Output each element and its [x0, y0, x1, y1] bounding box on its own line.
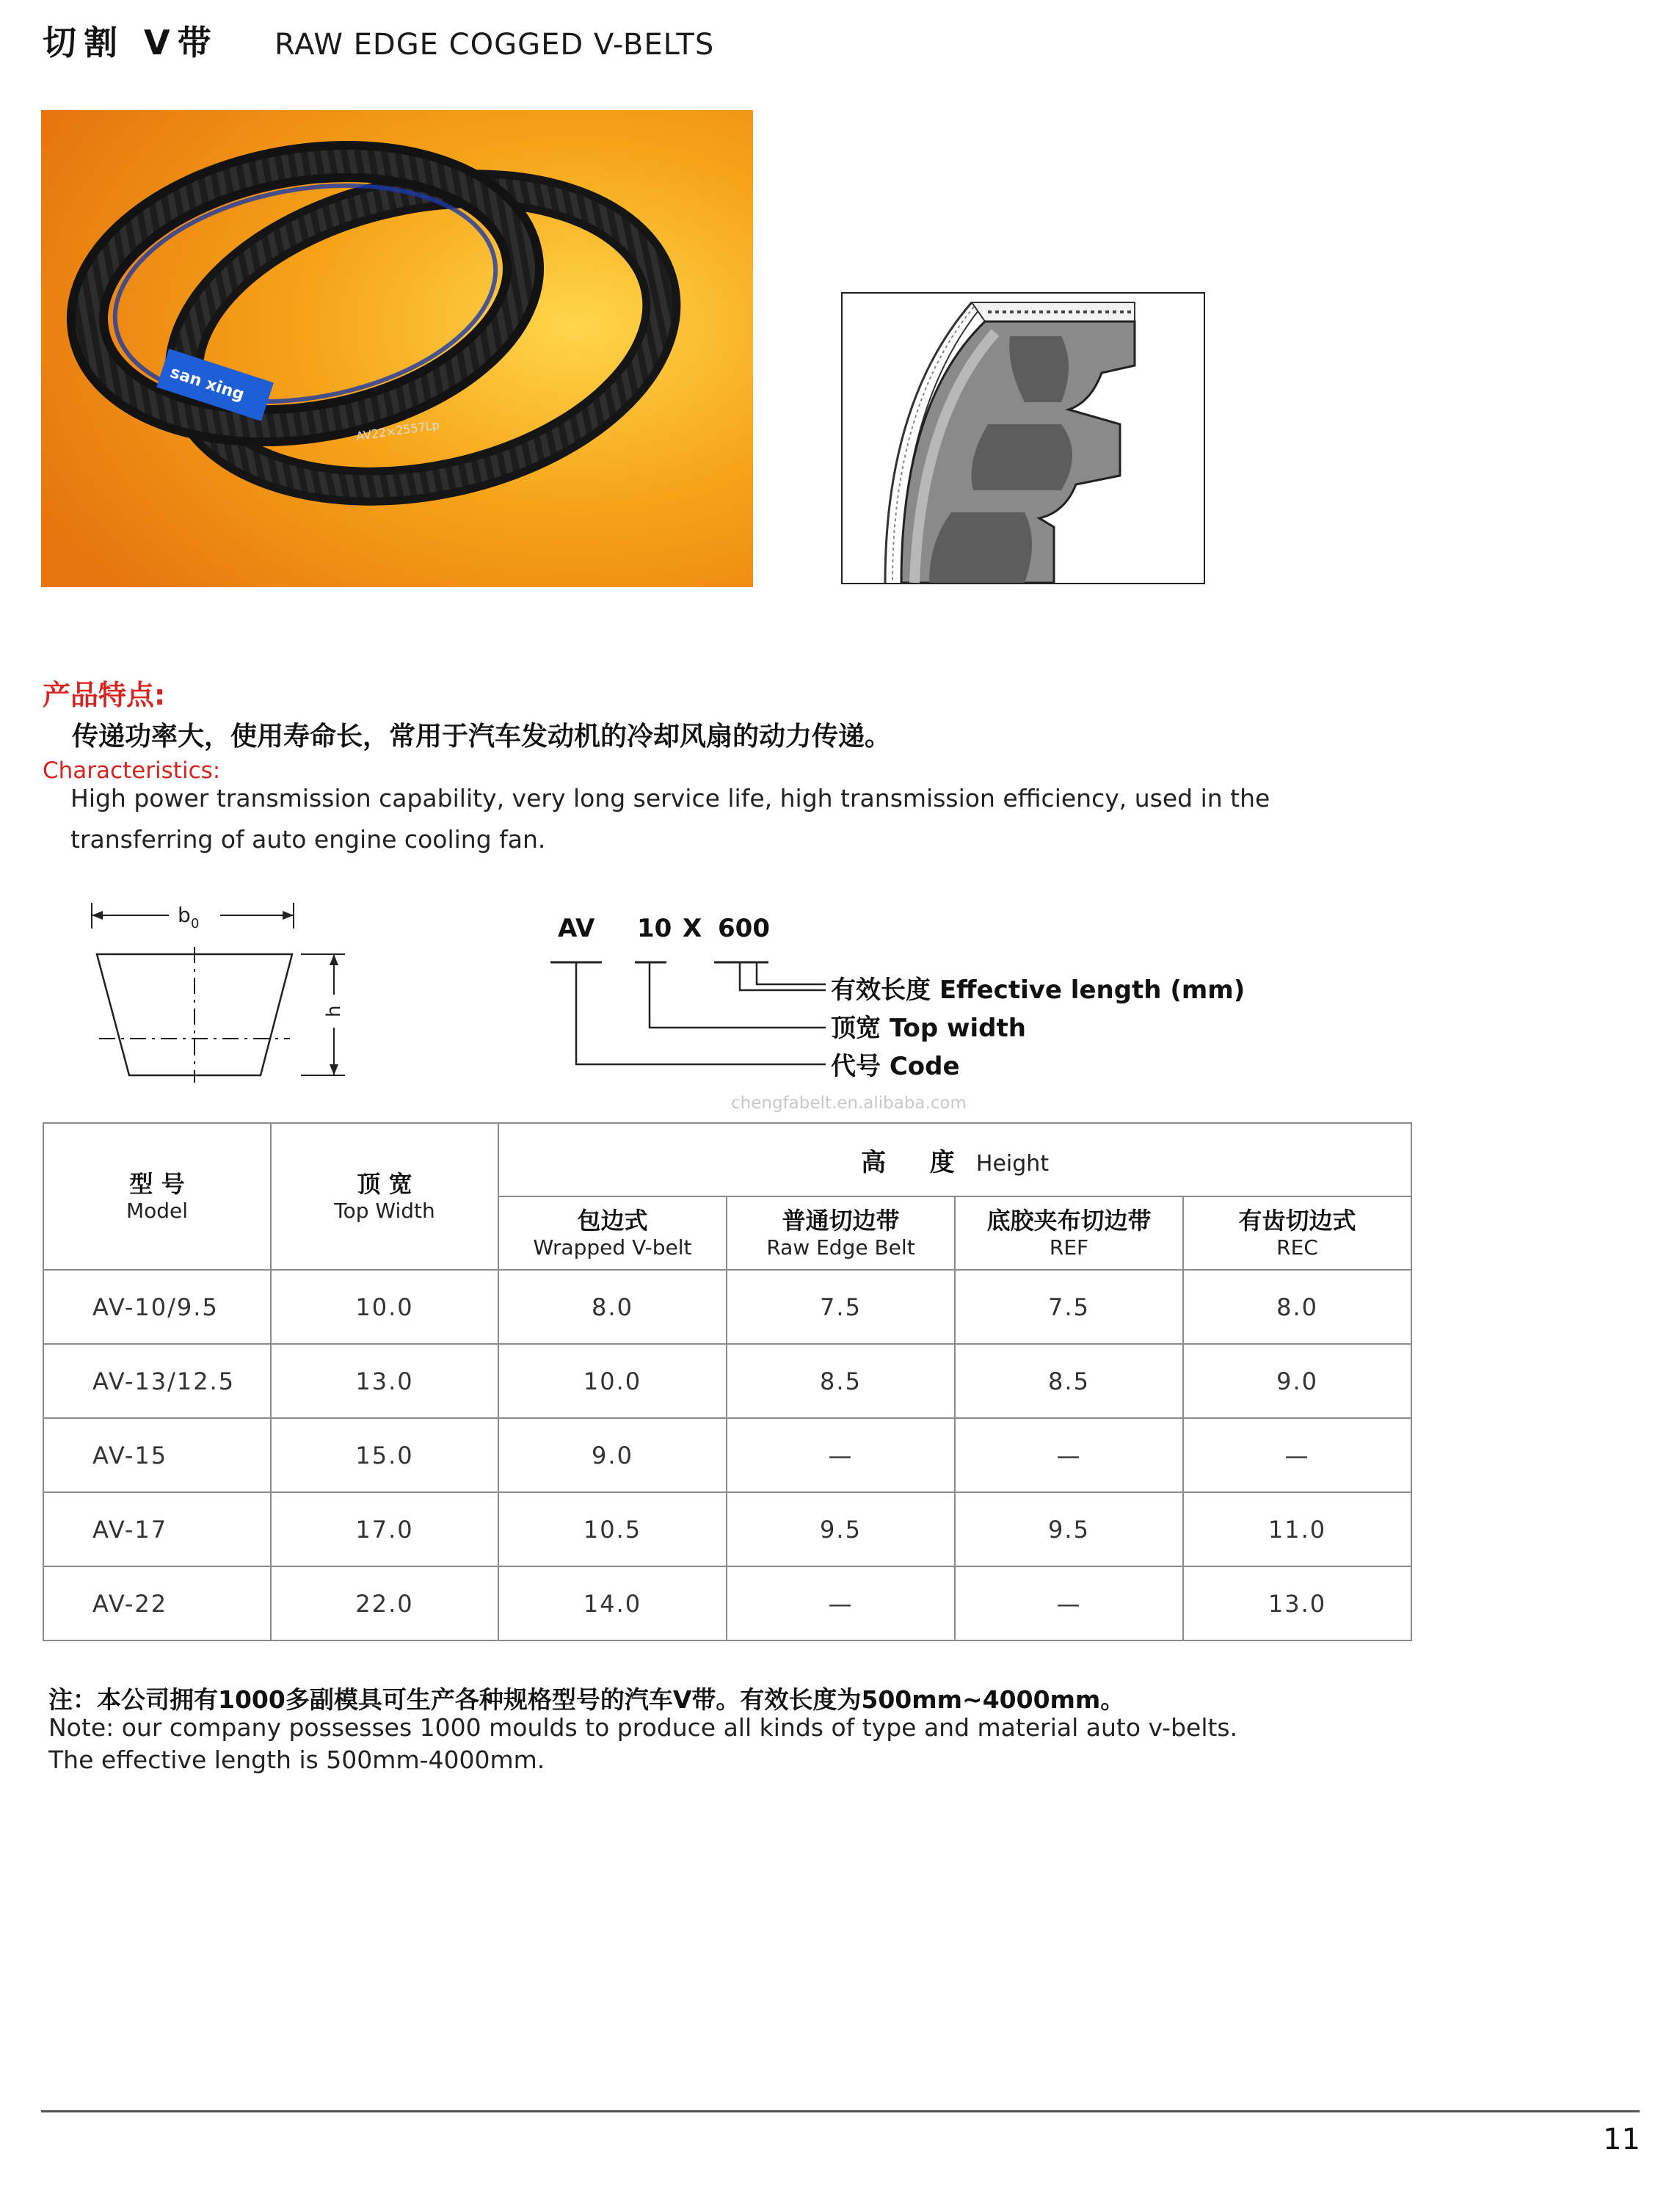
cell-rec: —: [1183, 1418, 1411, 1492]
cell-ref: 8.5: [955, 1344, 1183, 1418]
header-height: 高 度 Height: [498, 1123, 1411, 1196]
cell-wrapped: 8.0: [498, 1270, 727, 1344]
belt-brand-print: san xing: [167, 363, 247, 404]
cell-model: AV-22: [43, 1566, 271, 1640]
header-top-width: 顶 宽 Top Width: [271, 1123, 498, 1270]
cell-top-width: 13.0: [271, 1344, 498, 1418]
table-row: [43, 1418, 1411, 1492]
features-text-cn: 传递功率大，使用寿命长，常用于汽车发动机的冷却风扇的动力传递。: [72, 722, 892, 752]
cell-rec: 9.0: [1183, 1344, 1411, 1418]
code-desc: 代号 Code: [831, 1052, 960, 1081]
table-row: [43, 1270, 1411, 1344]
cell-wrapped: 9.0: [498, 1418, 727, 1492]
table-row: [43, 1344, 1411, 1418]
cell-rec: 13.0: [1183, 1566, 1411, 1640]
code-av: AV: [558, 914, 595, 943]
cross-section-diagram: [81, 892, 360, 1083]
table-row: [43, 1566, 1411, 1640]
cell-raw-edge: 8.5: [727, 1344, 955, 1418]
top-width-desc: 顶宽 Top width: [831, 1014, 1026, 1043]
cell-wrapped: 10.0: [498, 1344, 727, 1418]
cell-ref: —: [955, 1566, 1183, 1640]
effective-length-desc: 有效长度 Effective length (mm): [831, 975, 1246, 1005]
h-label: h: [323, 1005, 345, 1017]
header-model: 型 号 Model: [43, 1123, 271, 1270]
characteristics-heading: Characteristics:: [43, 757, 221, 784]
page-title-cn: 切割 V带: [43, 23, 219, 62]
cell-model: AV-15: [43, 1418, 271, 1492]
code-designation-diagram: [543, 914, 1246, 1097]
cell-wrapped: 10.5: [498, 1492, 727, 1566]
belt-section-drawing: [841, 292, 1205, 584]
cell-top-width: 22.0: [271, 1566, 498, 1640]
footer-divider: [41, 2110, 1640, 2112]
product-photo: [41, 110, 753, 587]
cell-rec: 8.0: [1183, 1270, 1411, 1344]
cell-ref: 9.5: [955, 1492, 1183, 1566]
note-en-line1: Note: our company possesses 1000 moulds to produce all kinds of type and material auto v-belts.: [48, 1713, 1238, 1742]
cell-ref: —: [955, 1418, 1183, 1492]
code-x: X: [683, 914, 702, 943]
header-raw-edge: 普通切边带 Raw Edge Belt: [727, 1196, 955, 1270]
cell-rec: 11.0: [1183, 1492, 1411, 1566]
watermark: chengfabelt.en.alibaba.com: [731, 1094, 967, 1113]
b0-subscript: 0: [191, 916, 200, 931]
b0-label: b: [178, 903, 191, 927]
note-en-line2: The effective length is 500mm-4000mm.: [48, 1745, 545, 1774]
cell-raw-edge: —: [727, 1418, 955, 1492]
spec-table: [43, 1122, 1412, 1641]
belt-code-print: AV22×2557Lp: [354, 418, 440, 443]
cell-model: AV-17: [43, 1492, 271, 1566]
header-rec: 有齿切边式 REC: [1183, 1196, 1411, 1270]
code-width: 10: [637, 914, 672, 943]
page-title-en: RAW EDGE COGGED V-BELTS: [274, 28, 715, 62]
cell-model: AV-13/12.5: [43, 1344, 271, 1418]
page-number: 11: [1603, 2123, 1640, 2156]
note-cn: 注：本公司拥有1000多副模具可生产各种规格型号的汽车V带。有效长度为500mm~4000mm。: [48, 1685, 1125, 1714]
cell-top-width: 15.0: [271, 1418, 498, 1492]
cell-raw-edge: 7.5: [727, 1270, 955, 1344]
cell-raw-edge: 9.5: [727, 1492, 955, 1566]
characteristics-text: High power transmission capability, very long service life, high transmission efficiency, used in the transferring of auto engine cooling fan.: [70, 784, 1270, 854]
cell-raw-edge: —: [727, 1566, 955, 1640]
cell-ref: 7.5: [955, 1270, 1183, 1344]
code-length: 600: [718, 914, 770, 943]
header-ref: 底胶夹布切边带 REF: [955, 1196, 1183, 1270]
features-heading-cn: 产品特点:: [43, 679, 166, 711]
cell-model: AV-10/9.5: [43, 1270, 271, 1344]
cell-top-width: 10.0: [271, 1270, 498, 1344]
cell-wrapped: 14.0: [498, 1566, 727, 1640]
table-row: [43, 1492, 1411, 1566]
cell-top-width: 17.0: [271, 1492, 498, 1566]
header-wrapped: 包边式 Wrapped V-belt: [498, 1196, 727, 1270]
